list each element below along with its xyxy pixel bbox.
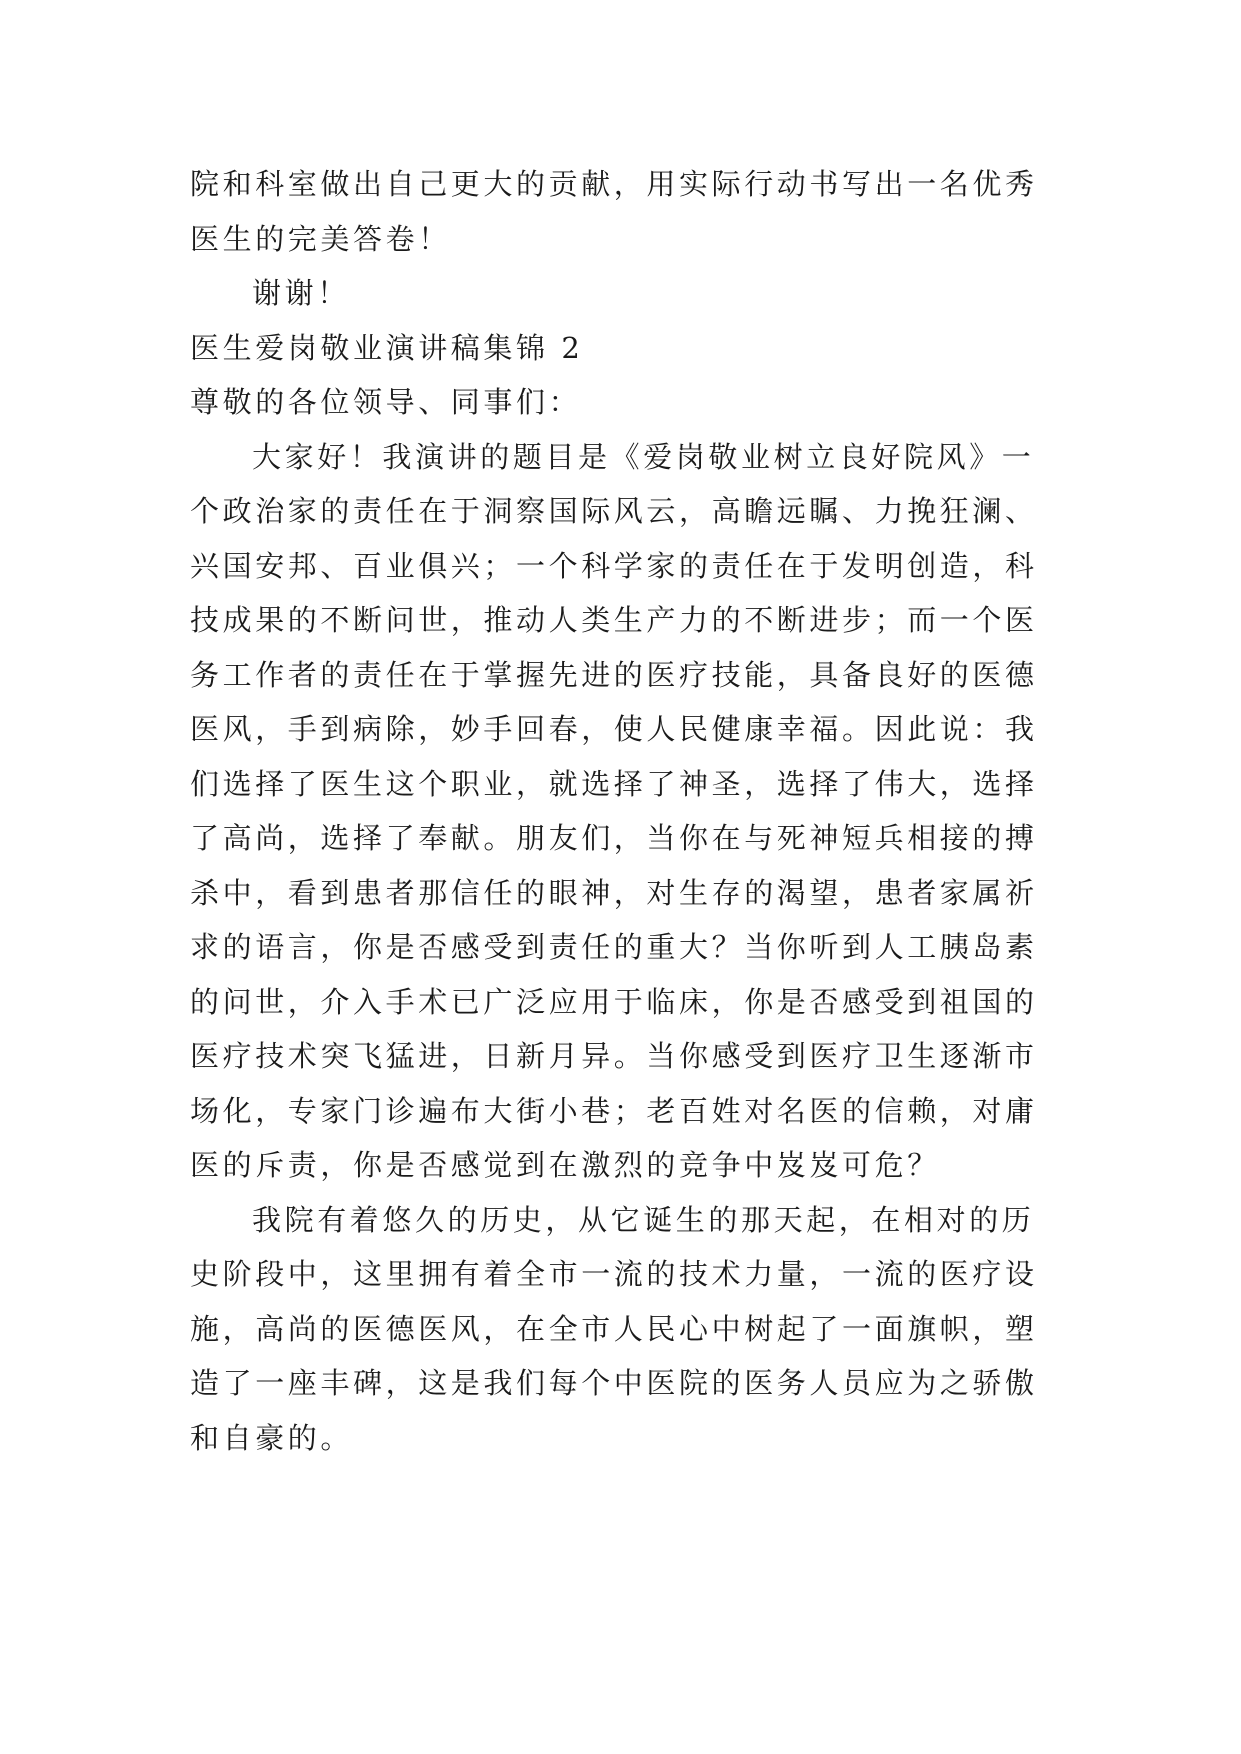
text-line: 兴国安邦、百业俱兴；一个科学家的责任在于发明创造，科 (190, 548, 1038, 583)
text-line: 大家好！我演讲的题目是《爱岗敬业树立良好院风》一 (252, 439, 1035, 474)
salutation (190, 375, 1050, 430)
text-line: 造了一座丰碑，这是我们每个中医院的医务人员应为之骄傲 (190, 1366, 1038, 1400)
text-line: 史阶段中，这里拥有着全市一流的技术力量，一流的医疗设 (190, 1257, 1038, 1291)
section-heading (190, 321, 1050, 376)
text-line: 杀中，看到患者那信任的眼神，对生存的渴望，患者家属祈 (190, 875, 1038, 910)
heading-text: 医生爱岗敬业演讲稿集锦 2 (190, 330, 584, 365)
text-line: 的问世，介入手术已广泛应用于临床，你是否感受到祖国的 (190, 984, 1038, 1019)
text-line: 医疗技术突飞猛进，日新月异。当你感受到医疗卫生逐渐市 (190, 1039, 1038, 1073)
text-line: 施，高尚的医德医风，在全市人民心中树起了一面旗帜，塑 (190, 1311, 1038, 1346)
text-line: 技成果的不断问世，推动人类生产力的不断进步；而一个医 (190, 603, 1038, 637)
text-line: 个政治家的责任在于洞察国际风云，高瞻远瞩、力挽狂澜、 (190, 494, 1038, 528)
salutation-text: 尊敬的各位领导、同事们： (190, 385, 582, 419)
paragraph-continuation (190, 157, 1050, 266)
text-line: 了高尚，选择了奉献。朋友们，当你在与死神短兵相接的搏 (190, 821, 1038, 855)
document-body (190, 157, 1050, 1465)
text-line: 医的斥责，你是否感觉到在激烈的竞争中岌岌可危？ (190, 1148, 940, 1182)
text-line: 医生的完美答卷！ (190, 221, 451, 256)
text-line: 求的语言，你是否感受到责任的重大？当你听到人工胰岛素 (190, 930, 1038, 964)
text-line: 场化，专家门诊遍布大街小巷；老百姓对名医的信赖，对庸 (190, 1093, 1038, 1128)
speech-paragraph (190, 430, 1050, 1193)
text-line: 谢谢！ (252, 276, 350, 310)
text-line: 院和科室做出自己更大的贡献，用实际行动书写出一名优秀 (190, 167, 1038, 201)
text-line: 医风，手到病除，妙手回春，使人民健康幸福。因此说：我 (190, 712, 1038, 746)
speech-paragraph (190, 1193, 1050, 1466)
text-line: 和自豪的。 (190, 1420, 354, 1455)
text-line: 们选择了医生这个职业，就选择了神圣，选择了伟大，选择 (190, 766, 1038, 801)
text-line: 我院有着悠久的历史，从它诞生的那天起，在相对的历 (252, 1202, 1035, 1237)
thanks-paragraph (190, 266, 1050, 321)
text-line: 务工作者的责任在于掌握先进的医疗技能，具备良好的医德 (190, 657, 1038, 692)
